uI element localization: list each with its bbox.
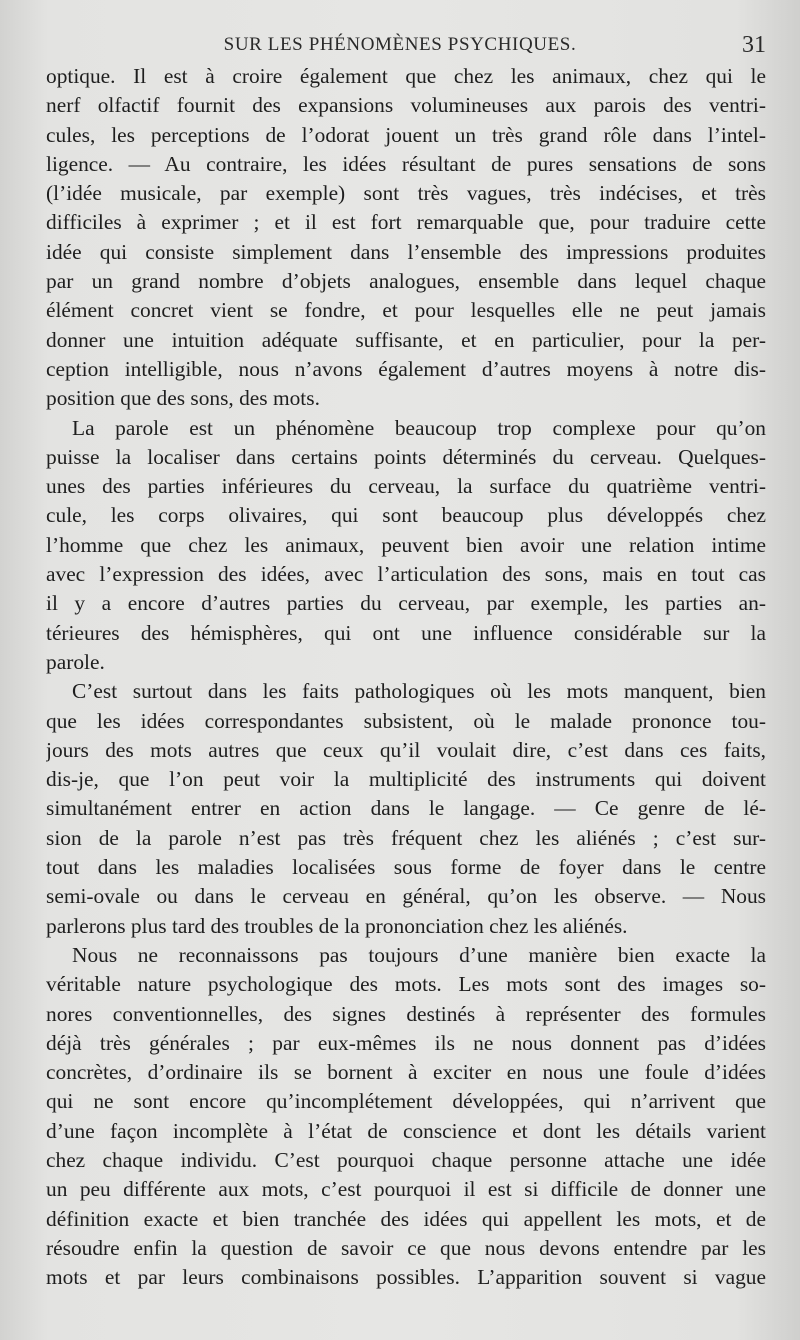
text-line: concrètes, d’ordinaire ils se bornent à exciter en nous une foule d’idées [46, 1060, 766, 1085]
running-title: SUR LES PHÉNOMÈNES PSYCHIQUES. [223, 34, 577, 55]
text-line: position que des sons, des mots. [46, 386, 320, 411]
text-line: que les idées correspondantes subsistent, où le malade prononce tou- [46, 708, 766, 733]
text-line: un peu différente aux mots, c’est pourquoi il est si difficile de donner une [46, 1177, 766, 1202]
text-line: chez chaque individu. C’est pourquoi chaque personne attache une idée [46, 1147, 766, 1172]
text-line: par un grand nombre d’objets analogues, ensemble dans lequel chaque [46, 269, 766, 294]
text-line: déjà très générales ; par eux-mêmes ils ne nous donnent pas d’idées [46, 1030, 766, 1055]
text-line: jours des mots autres que ceux qu’il voulait dire, c’est dans ces faits, [46, 737, 766, 762]
text-line: nerf olfactif fournit des expansions volumineuses aux parois des ventri- [46, 93, 766, 118]
text-line: (l’idée musicale, par exemple) sont très vagues, très indécises, et très [46, 181, 766, 206]
text-line: semi-ovale ou dans le cerveau en général, qu’on les observe. — Nous [46, 884, 766, 909]
text-line: résoudre enfin la question de savoir ce que nous devons entendre par les [46, 1235, 766, 1260]
text-line: difficiles à exprimer ; et il est fort remarquable que, pour traduire cette [46, 210, 766, 235]
text-line: définition exacte et bien tranchée des idées qui appellent les mots, et de [46, 1206, 766, 1231]
text-line: optique. Il est à croire également que chez les animaux, chez qui le [46, 64, 766, 88]
text-line: ligence. — Au contraire, les idées résultant de pures sensations de sons [46, 151, 766, 176]
text-line: avec l’expression des idées, avec l’articulation des sons, mais en tout cas [46, 562, 766, 587]
text-line: cules, les perceptions de l’odorat jouent un très grand rôle dans l’intel- [46, 122, 766, 147]
text-line: qui ne sont encore qu’incomplétement développées, qui n’arrivent que [46, 1089, 766, 1114]
text-line: parlerons plus tard des troubles de la prononciation chez les aliénés. [46, 913, 628, 938]
text-line: tout dans les maladies localisées sous forme de foyer dans le centre [46, 855, 766, 880]
text-line: mots et par leurs combinaisons possibles. L’apparition souvent si vague [46, 1265, 766, 1290]
text-line: donner une intuition adéquate suffisante, et en particulier, pour la per- [46, 327, 766, 352]
text-line: ception intelligible, nous n’avons également d’autres moyens à notre dis- [46, 356, 766, 381]
text-line: simultanément entrer en action dans le langage. — Ce genre de lé- [46, 796, 766, 821]
text-line: parole. [46, 649, 105, 674]
running-head [0, 34, 800, 64]
text-line: cule, les corps olivaires, qui sont beaucoup plus développés chez [46, 503, 766, 528]
text-line: idée qui consiste simplement dans l’ensemble des impressions produites [46, 239, 766, 264]
page-number: 31 [742, 32, 766, 58]
text-line: Nous ne reconnaissons pas toujours d’une manière bien exacte la [72, 942, 766, 967]
text-line: C’est surtout dans les faits pathologiques où les mots manquent, bien [72, 679, 766, 704]
text-line: unes des parties inférieures du cerveau, la surface du quatrième ventri- [46, 474, 766, 499]
text-line: il y a encore d’autres parties du cerveau, par exemple, les parties an- [46, 591, 766, 616]
paragraph [46, 677, 766, 941]
text-line: nores conventionnelles, des signes destinés à représenter des formules [46, 1001, 766, 1026]
text-line: d’une façon incomplète à l’état de conscience et dont les détails varient [46, 1118, 766, 1143]
text-line: sion de la parole n’est pas très fréquent chez les aliénés ; c’est sur- [46, 825, 766, 850]
paragraph [46, 62, 766, 414]
text-line: térieures des hémisphères, qui ont une influence considérable sur la [46, 620, 766, 645]
paragraph [46, 941, 766, 1293]
text-line: dis-je, que l’on peut voir la multiplicité des instruments qui doivent [46, 767, 766, 792]
text-line: l’homme que chez les animaux, peuvent bien avoir une relation intime [46, 532, 766, 557]
body-text [46, 62, 766, 1292]
text-line: La parole est un phénomène beaucoup trop complexe pour qu’on [72, 415, 766, 440]
paragraph [46, 414, 766, 678]
text-line: véritable nature psychologique des mots. Les mots sont des images so- [46, 972, 766, 997]
text-line: puisse la localiser dans certains points déterminés du cerveau. Quelques- [46, 444, 766, 469]
text-line: élément concret vient se fondre, et pour lesquelles elle ne peut jamais [46, 298, 766, 323]
